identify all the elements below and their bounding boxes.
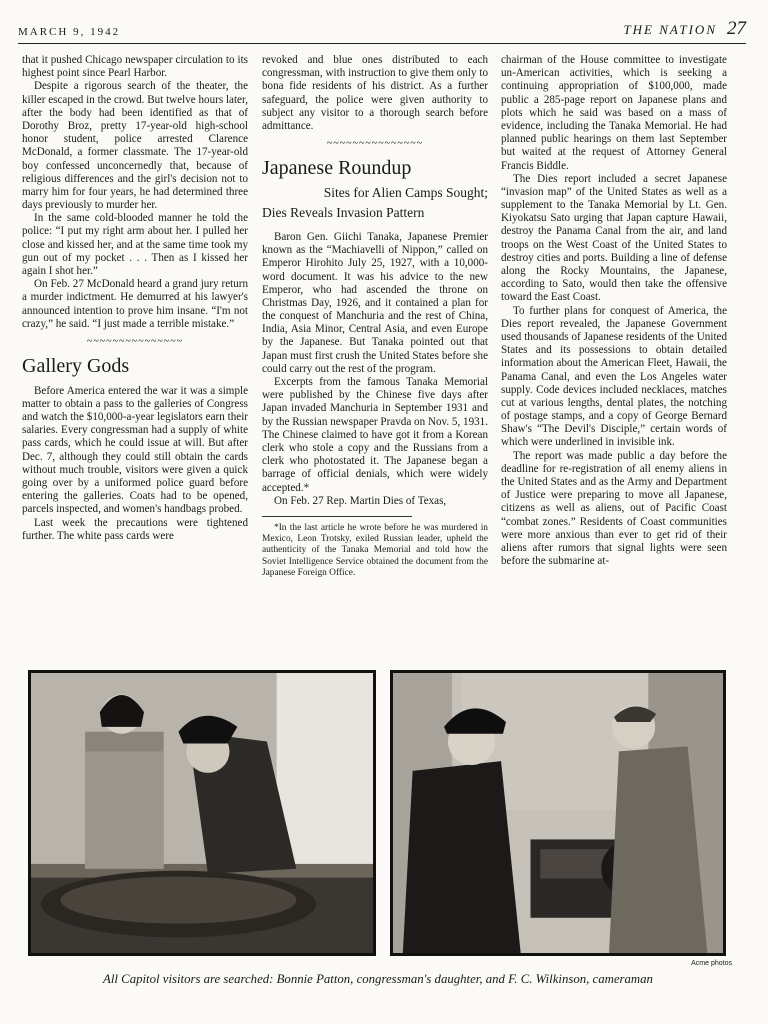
subheading: Dies Reveals Invasion Pattern: [262, 204, 425, 220]
column-2: [262, 54, 488, 579]
header-rule: [18, 43, 746, 44]
page-number: 27: [727, 18, 746, 39]
column-3: [501, 54, 727, 568]
paragraph: The report was made public a day before the deadline for re-registration of all enemy aliens in the United States and as the Army and Department of Justice were preparing to move all Japanese, citizens as well as aliens, out of Pacific Coast “combat zones.” Residents of Coast communities were more anxious than ever to get rid of their aliens after rumors that signal lights were seen before the submarine at-: [501, 449, 727, 568]
photo-wilkinson-camera-search: [390, 670, 726, 956]
subheading: Sites for Alien Camps Sought;: [323, 184, 488, 200]
paragraph: Excerpts from the famous Tanaka Memorial were published by the Chinese five days after Japan invaded Manchuria in September 1931 and by the Russian newspaper Pravda on Nov. 5, 1931. The Chinese claimed to have got it from a Korean clerk who stole a copy and the Russians from a clerk who photostated it. The Japanese began a barrage of official denials, which were widely accepted.*: [262, 376, 488, 494]
paragraph: Baron Gen. Giichi Tanaka, Japanese Premier known as the “Machiavelli of Nippon,” called on Emperor Hirohito July 25, 1927, with a 10,000-word document. It was his advice to the new Emperor, who had ascended the throne on Christmas Day, 1926, and it contained a plan for the conquest of Manchuria and the rest of China, India, Asia Minor, Central Asia, and even Europe by the Japanese. But Tanaka pointed out that Japan must first crush the United States before she could carry out the rest of the program.: [262, 230, 488, 375]
magazine-name: THE NATION: [623, 22, 717, 37]
column-1: [22, 54, 248, 543]
photo-caption: All Capitol visitors are searched: Bonnie Patton, congressman's daughter, and F. C. Wilkinson, cameraman: [103, 972, 653, 986]
section-ornament: ~~~~~~~~~~~~~~~: [86, 335, 184, 347]
photo-illustration: [31, 673, 373, 953]
section-heading-japanese-roundup: Japanese Roundup: [262, 157, 412, 180]
photo-bonnie-patton-search: [28, 670, 376, 956]
photo-illustration: [393, 673, 723, 953]
running-header: [18, 18, 746, 44]
footnote: *In the last article he wrote before he was murdered in Mexico, Leon Trotsky, exiled Russian leader, upheld the authenticity of the Tanaka Memorial and told how the Soviet Intelligence Service obtained the document from the Japanese Foreign Office.: [262, 522, 488, 578]
paragraph: chairman of the House committee to investigate un-American activities, which is seeking a continuing appropriation of $100,000, made public a 285-page report on Japanese plans and plots which he said was based on a mass of evidence, including the Tanaka Memorial. He had planned public hearings on them last September but waited at the request of Attorney General Francis Biddle.: [501, 54, 727, 172]
paragraph: Despite a rigorous search of the theater, the killer escaped in the crowd. But twelve hours later, after the body had been identified as that of Dorothy Broz, pretty 17-year-old high-school honor student, police arrested Clarence McDonald, a former classmate. The 17-year-old boy confessed unconcernedly that, because of religious differences and the girl's decision not to marry him for four years, he had determined three days previously to murder her.: [22, 80, 248, 212]
paragraph: The Dies report included a secret Japanese “invasion map” of the United States as well as a supplement to the Tanaka Memorial by Lt. Gen. Kiyokatsu Sato urging that Japan capture Hawaii, destroy the Panama Canal from the air, and land troops on the West Coast of the United States to destroy cities and ports. Building a line of defense along the Rocky Mountains, the Japanese, according to Sato, would then take the offensive toward the East Coast.: [501, 172, 727, 304]
footnote-rule: [262, 516, 412, 517]
paragraph: Before America entered the war it was a simple matter to obtain a pass to the galleries of Congress and watch the $10,000-a-year legislators earn their salaries. Every congressman had a supply of white pass cards, which he could issue at will. But after Dec. 7, although they could still obtain the cards without much trouble, visitors were given a quick going over by a uniformed police guard before entering the galleries. Coats had to be opened, parcels inspected, and women's handbags probed.: [22, 384, 248, 516]
paragraph: To further plans for conquest of America, the Dies report revealed, the Japanese Government used thousands of Japanese residents of the United States and its possessions to obtain detailed information about the American Fleet, Hawaii, the Panama Canal, and even the Los Angeles water supply. Code devices included necklaces, matches cut at various lengths, dental plates, the notching of postage stamps, and a copy of George Bernard Shaw's “The Devil's Disciple,” certain words of which were underlined in invisible ink.: [501, 304, 727, 449]
paragraph: On Feb. 27 McDonald heard a grand jury return a murder indictment. He demurred at his lawyer's announced intention to prove him insane. “I'm not crazy,” he said. “I just made a terrible mistake.”: [22, 278, 248, 330]
paragraph: Last week the precautions were tightened further. The white pass cards were: [22, 516, 248, 542]
paragraph: In the same cold-blooded manner he told the police: “I put my right arm about her. I pulled her close and kissed her, and at the same time took my gun out of my pocket . . . Then as I kissed her again I shot her.”: [22, 212, 248, 277]
paragraph: that it pushed Chicago newspaper circulation to its highest point since Pearl Harbor.: [22, 54, 248, 80]
paragraph: revoked and blue ones distributed to each congressman, with instruction to give them only to bona fide residents of his district. As a further safeguard, the police were given authority to subject any visitor to a thorough search before admittance.: [262, 54, 488, 132]
issue-date: MARCH 9, 1942: [18, 26, 121, 38]
section-ornament: ~~~~~~~~~~~~~~~: [326, 138, 424, 150]
section-heading-gallery-gods: Gallery Gods: [22, 354, 130, 377]
paragraph: On Feb. 27 Rep. Martin Dies of Texas,: [274, 494, 447, 507]
photo-credit: Acme photos: [691, 960, 732, 967]
masthead: [623, 18, 746, 40]
